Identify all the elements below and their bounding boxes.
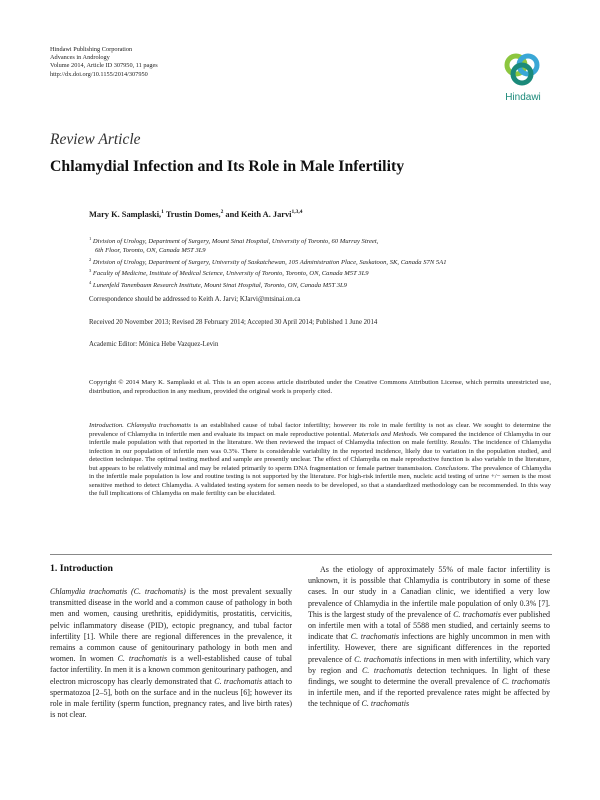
abstract-organism: Chlamydia trachomatis bbox=[126, 422, 191, 429]
organism-name: C. trachomatis bbox=[453, 609, 501, 619]
abstract-text: We compared the incidence of Chlamydia in our infertile male population with that reported in the literature. We then reviewed the impact of Chlamydia infection on male fertility. bbox=[89, 430, 551, 447]
section-heading: 1. Introduction bbox=[50, 563, 113, 574]
affiliation-continuation: 6th Floor, Toronto, ON, Canada M5T 3L9 bbox=[95, 246, 206, 254]
affiliation-item bbox=[89, 256, 559, 268]
paragraph bbox=[50, 586, 292, 720]
affiliation-text: Faculty of Medicine, Institute of Medical Science, University of Toronto, Toronto, ON, Canada M5T 3L9 bbox=[92, 270, 369, 278]
author-list bbox=[89, 209, 303, 219]
affiliation-item bbox=[89, 279, 559, 291]
organism-name: Chlamydia trachomatis bbox=[50, 587, 128, 596]
volume-line: Volume 2014, Article ID 307950, 11 pages bbox=[50, 62, 158, 70]
section-divider bbox=[50, 554, 552, 555]
abstract-intro-label: Introduction. bbox=[89, 422, 124, 429]
body-text: infections are highly uncommon in men with infertility. However, there are significant differences in the reported prevalence of bbox=[308, 632, 550, 664]
academic-editor: Academic Editor: Mónica Hebe Vazquez-Levin bbox=[89, 341, 219, 348]
body-text: is a well-established cause of tubal factor infertility. In men it is a known common genitourinary pathogen, and electron microscopy has clearly demonstrated that bbox=[50, 654, 292, 686]
body-text: As the etiology of approximately 55% of male factor infertility is unknown, it is possible that Chlamydia is contributory in some of these cases. In our study in a Canadian clinic, we identified a very low prevalence of Chlamydia in the infertile male population of only 0.3% [7]. This is the largest study of the prevalence of bbox=[308, 565, 550, 619]
affiliation-sup: 4 bbox=[89, 280, 92, 286]
body-text: in infertile men, and if the reported prevalence rates might be affected by the technique of bbox=[308, 688, 550, 709]
organism-name: C. trachomatis bbox=[361, 665, 413, 675]
author-affil-sup: 2 bbox=[220, 209, 224, 215]
author-name: Trustin Domes, bbox=[163, 209, 221, 219]
affiliation-text: Division of Urology, Department of Surgery, University of Saskatchewan, 105 Administration Place, Saskatoon, SK, Canada S7N 5A1 bbox=[92, 258, 447, 266]
body-text: detection techniques. In light of these findings, we sought to determine the overall prevalence of bbox=[308, 665, 551, 686]
organism-name: C. trachomatis bbox=[214, 676, 263, 686]
body-column-right bbox=[308, 564, 550, 709]
publisher-line: Hindawi Publishing Corporation bbox=[50, 46, 133, 53]
body-column-left bbox=[50, 586, 292, 720]
publication-dates: Received 20 November 2013; Revised 28 February 2014; Accepted 30 April 2014; Published 1 June 2014 bbox=[89, 319, 378, 326]
organism-name: C. trachomatis bbox=[361, 699, 410, 709]
copyright-notice: Copyright © 2014 Mary K. Samplaski et al. This is an open access article distributed under the Creative Commons Attribution License, which permits unrestricted use, distribution, and reproduction in any medium, provided the original work is properly cited. bbox=[89, 379, 551, 395]
body-text: attach to spermatozoa [2–5], both on the surface and in the nucleus [6]; however its role in male fertility (sperm function, pregnancy rates, and live birth rates) is not clear. bbox=[50, 676, 293, 720]
organism-name: C. trachomatis bbox=[117, 654, 168, 664]
author-name: and Keith A. Jarvi bbox=[223, 209, 292, 219]
affiliation-sup: 2 bbox=[89, 256, 92, 262]
affiliation-text: Division of Urology, Department of Surgery, Mount Sinai Hospital, University of Toronto, 60 Murray Street, bbox=[92, 238, 379, 246]
affiliation-text: Lunenfeld Tanenbaum Research Institute, Mount Sinai Hospital, Toronto, ON, Canada M5T 3L9 bbox=[92, 282, 347, 290]
hindawi-logo-text: Hindawi bbox=[505, 92, 541, 103]
affiliation-sup: 3 bbox=[89, 268, 92, 274]
author-affil-sup: 1,3,4 bbox=[291, 209, 303, 215]
body-text: infections in men with infertility, which vary by region and bbox=[308, 654, 550, 675]
author-name: Mary K. Samplaski, bbox=[89, 209, 162, 219]
abstract-conclusions-label: Conclusions. bbox=[434, 464, 470, 472]
body-text: is the most prevalent sexually transmitted disease in the world and a common cause of pathology in both men and women, causing urethritis, epididymitis, prostatitis, cervicitis, pelvic inflammatory disease (PID), ectopic pregnancy, and tubal factor infertility [1]. While there are regional differences in the prevalence, it remains a common cause of genitourinary pathology in both men and women. In women bbox=[50, 587, 293, 664]
organism-name: C. trachomatis bbox=[354, 654, 403, 664]
affiliations bbox=[89, 235, 559, 291]
affiliation-item bbox=[89, 267, 559, 279]
affiliation-item bbox=[89, 235, 559, 247]
abstract-methods-label: Materials and Methods. bbox=[352, 430, 418, 438]
organism-name: C. trachomatis bbox=[350, 632, 400, 642]
body-text: ever published on infertile men with a total of 5588 men studied, and certainly seems to indicate that bbox=[308, 609, 551, 642]
correspondence: Correspondence should be addressed to Keith A. Jarvi; KJarvi@mtsinai.on.ca bbox=[89, 296, 301, 303]
paragraph bbox=[308, 564, 550, 709]
journal-name: Advances in Andrology bbox=[50, 54, 110, 62]
abstract-text: The prevalence of Chlamydia in the infertile male population is low and routine testing is not supported by the literature. For high-risk infertile men, nucleic acid testing of urine +/− semen is the most sensitive method to detect Chlamydia. A validated testing system for semen needs to be developed, so that a standardized methodology can be recommended. In this way the full implications of Chlamydia on male fertility can be elucidated. bbox=[89, 464, 551, 498]
article-type: Review Article bbox=[50, 131, 141, 148]
abstract-results-label: Results. bbox=[450, 439, 472, 447]
affiliation-sup: 1 bbox=[89, 236, 92, 241]
abstract-text: The incidence of Chlamydia infection in our population of infertile men was 0.3%. There is considerable variability in the reported incidence, likely due to variation in the population studied, and detection technique. The optimal testing method and sample are presently unclear. The effect of Chlamydia on male reproductive function is also variable in the literature, but appears to be relatively minimal and may be related primarily to sperm DNA fragmentation or female partner transmission. bbox=[89, 439, 551, 472]
journal-header bbox=[50, 46, 158, 79]
organism-name: C. trachomatis bbox=[501, 676, 550, 686]
article-title: Chlamydial Infection and Its Role in Male Infertility bbox=[50, 158, 405, 175]
author-affil-sup: 1 bbox=[161, 209, 164, 215]
doi-link[interactable]: http://dx.doi.org/10.1155/2014/307950 bbox=[50, 70, 148, 78]
abstract-text: is an established cause of tubal factor infertility; however its role in male fertility is not as clear. We sought to determine the prevalence of Chlamydia in infertile men and evaluate its impact on male reproductive potential. bbox=[89, 422, 552, 438]
organism-abbr: (C. trachomatis) bbox=[131, 587, 186, 596]
abstract bbox=[89, 422, 551, 499]
